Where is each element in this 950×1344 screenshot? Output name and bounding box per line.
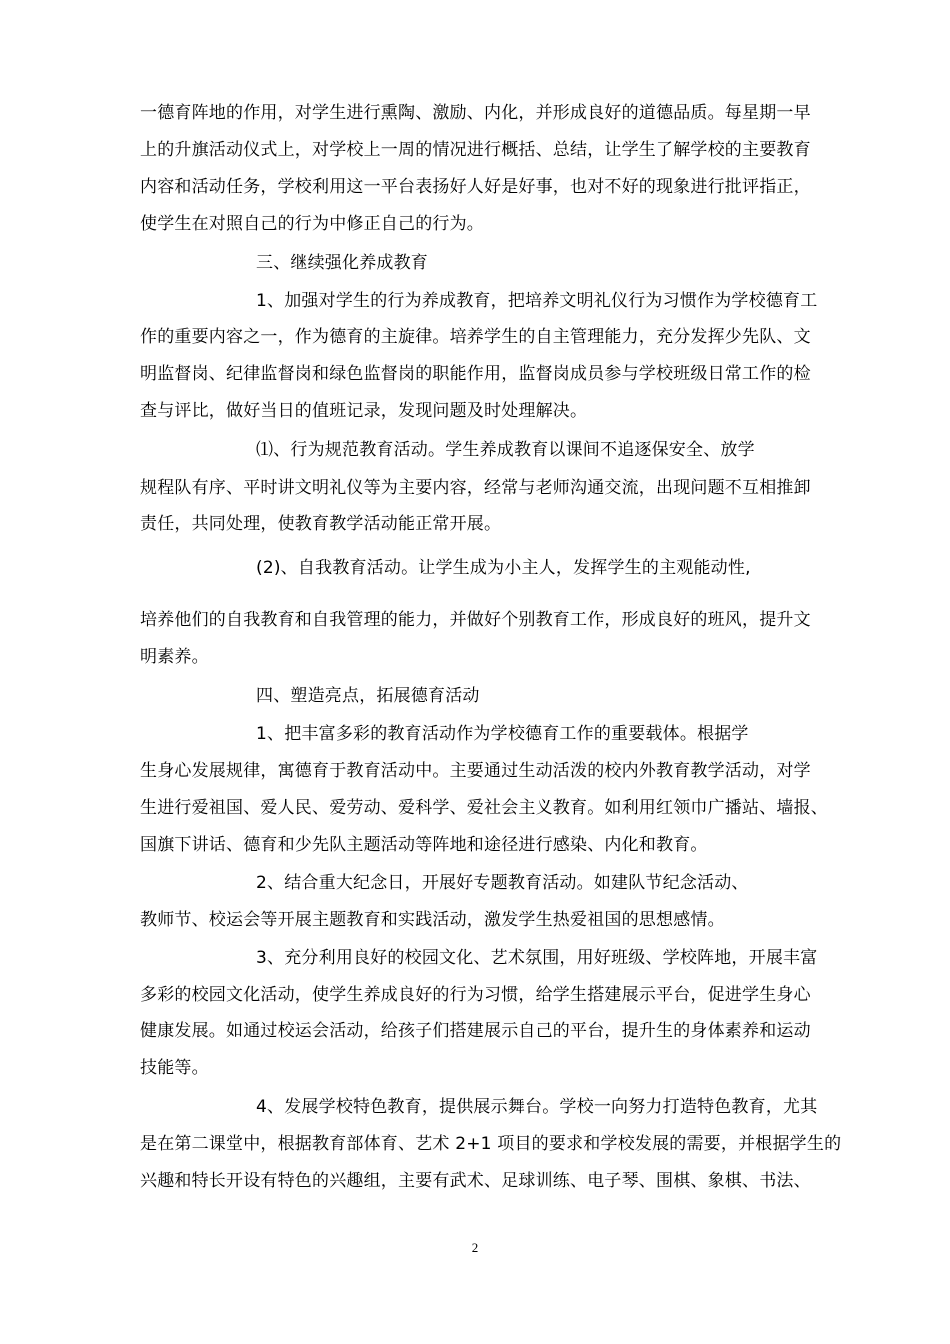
- body-line: 是在第二课堂中，根据教育部体育、艺术 2+1 项目的要求和学校发展的需要，并根据学生的: [140, 1134, 842, 1154]
- body-line: 健康发展。如通过校运会活动，给孩子们搭建展示自己的平台，提升生的身体素养和运动: [140, 1021, 811, 1041]
- body-line: 作的重要内容之一，作为德育的主旋律。培养学生的自主管理能力，充分发挥少先队、文: [140, 327, 811, 347]
- body-line: 1、把丰富多彩的教育活动作为学校德育工作的重要载体。根据学: [256, 724, 749, 744]
- body-line: 生进行爱祖国、爱人民、爱劳动、爱科学、爱社会主义教育。如利用红领巾广播站、墙报、: [140, 798, 828, 818]
- body-line: 查与评比，做好当日的值班记录，发现问题及时处理解决。: [140, 401, 588, 421]
- body-line: 内容和活动任务，学校利用这一平台表扬好人好是好事，也对不好的现象进行批评指正，: [140, 177, 811, 197]
- body-line: 一德育阵地的作用，对学生进行熏陶、激励、内化，并形成良好的道德品质。每星期一早: [140, 103, 811, 123]
- body-line: 4、发展学校特色教育，提供展示舞台。学校一向努力打造特色教育，尤其: [256, 1097, 818, 1117]
- body-line: 2、结合重大纪念日，开展好专题教育活动。如建队节纪念活动、: [256, 873, 749, 893]
- body-line: 国旗下讲话、德育和少先队主题活动等阵地和途径进行感染、内化和教育。: [140, 835, 708, 855]
- body-line: 规程队有序、平时讲文明礼仪等为主要内容，经常与老师沟通交流，出现问题不互相推卸: [140, 478, 811, 498]
- section-heading: 三、继续强化养成教育: [256, 253, 428, 273]
- body-line: ⑴、行为规范教育活动。学生养成教育以课间不追逐保安全、放学: [256, 440, 755, 460]
- body-line: (2)、自我教育活动。让学生成为小主人，发挥学生的主观能动性,: [256, 558, 751, 578]
- body-line: 兴趣和特长开设有特色的兴趣组，主要有武术、足球训练、电子琴、围棋、象棋、书法、: [140, 1171, 811, 1191]
- body-line: 上的升旗活动仪式上，对学校上一周的情况进行概括、总结，让学生了解学校的主要教育: [140, 140, 811, 160]
- body-line: 多彩的校园文化活动，使学生养成良好的行为习惯，给学生搭建展示平台，促进学生身心: [140, 985, 811, 1005]
- section-heading: 四、塑造亮点，拓展德育活动: [256, 686, 480, 706]
- body-line: 生身心发展规律，寓德育于教育活动中。主要通过生动活泼的校内外教育教学活动，对学: [140, 761, 811, 781]
- body-line: 3、充分利用良好的校园文化、艺术氛围，用好班级、学校阵地，开展丰富: [256, 948, 818, 968]
- body-line: 1、加强对学生的行为养成教育，把培养文明礼仪行为习惯作为学校德育工: [256, 291, 818, 311]
- body-line: 教师节、校运会等开展主题教育和实践活动，激发学生热爱祖国的思想感情。: [140, 910, 725, 930]
- body-line: 使学生在对照自己的行为中修正自己的行为。: [140, 214, 484, 234]
- body-line: 明监督岗、纪律监督岗和绿色监督岗的职能作用，监督岗成员参与学校班级日常工作的检: [140, 364, 811, 384]
- body-line: 责任，共同处理，使教育教学活动能正常开展。: [140, 514, 502, 534]
- body-line: 培养他们的自我教育和自我管理的能力，并做好个别教育工作，形成良好的班风，提升文: [140, 610, 811, 630]
- body-line: 明素养。: [140, 647, 209, 667]
- page-number: 2: [471, 1240, 479, 1255]
- body-line: 技能等。: [140, 1058, 209, 1078]
